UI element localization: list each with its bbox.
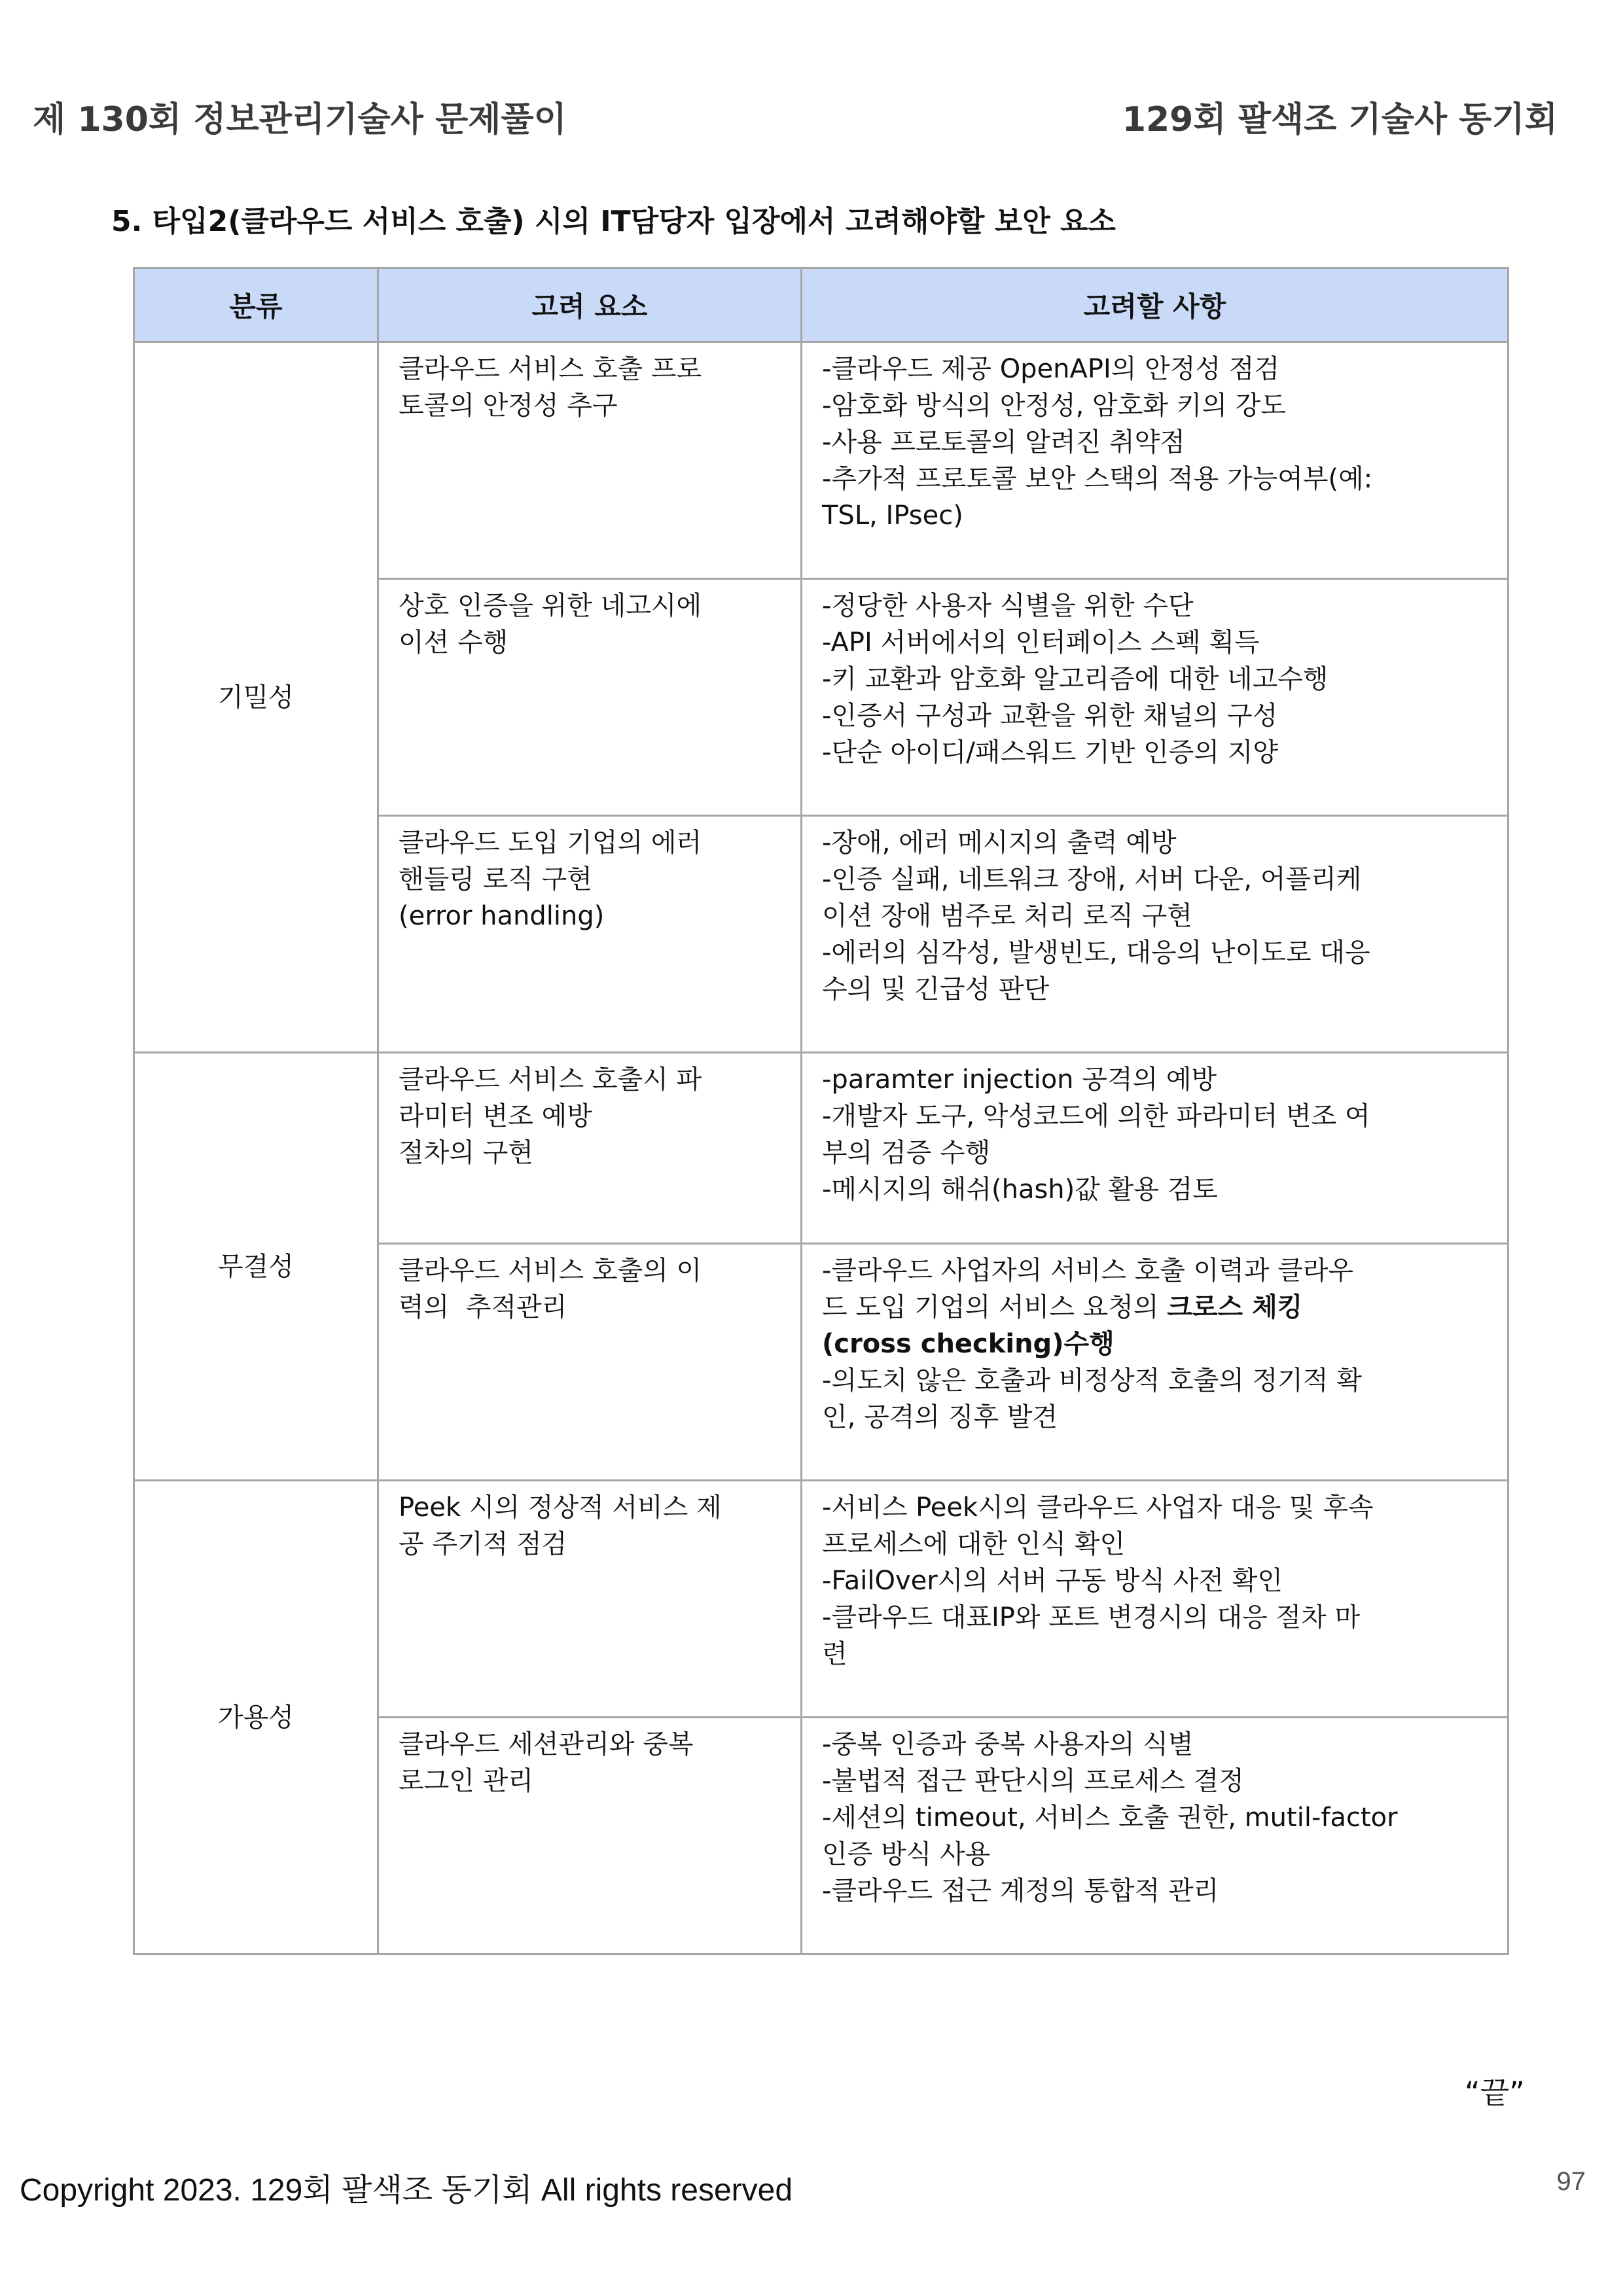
detail-line: -서비스 Peek시의 클라우드 사업자 대응 및 후속 [822, 1492, 1374, 1523]
detail-bold-text: (cross checking)수행 [822, 1329, 1115, 1359]
factor-cell [378, 816, 802, 1053]
detail-line: -클라우드 사업자의 서비스 호출 이력과 클라우 [822, 1256, 1354, 1286]
factor-cell [378, 1053, 802, 1244]
detail-line: -사용 프로토콜의 알려진 취약점 [822, 427, 1185, 457]
end-mark: “끝” [1464, 2075, 1525, 2110]
details-cell [802, 1244, 1508, 1481]
details-cell [802, 816, 1508, 1053]
detail-line: -키 교환과 암호화 알고리즘에 대한 네고수행 [822, 664, 1329, 694]
detail-line: -불법적 접근 판단시의 프로세스 결정 [822, 1766, 1244, 1796]
detail-line: -에러의 심각성, 발생빈도, 대응의 난이도로 대응 [822, 938, 1370, 968]
table-row [134, 1481, 1508, 1718]
factor-line: 력의 추적관리 [399, 1292, 567, 1322]
table-row [134, 342, 1508, 579]
detail-line: -메시지의 해쉬(hash)값 활용 검토 [822, 1174, 1218, 1205]
section-title: 5. 타입2(클라우드 서비스 호출) 시의 IT담당자 입장에서 고려해야할 보안 요소 [111, 205, 1116, 238]
detail-line: 련 [822, 1639, 847, 1669]
details-cell [802, 1481, 1508, 1718]
header-details: 고려할 사항 [802, 268, 1508, 342]
table-header-row [134, 268, 1508, 342]
factor-line: 클라우드 도입 기업의 에러 [399, 828, 702, 858]
factor-line: 절차의 구현 [399, 1138, 533, 1168]
factor-line: Peek 시의 정상적 서비스 제 [399, 1492, 722, 1523]
header-factor: 고려 요소 [378, 268, 802, 342]
detail-line: -추가적 프로토콜 보안 스택의 적용 가능여부(예: [822, 464, 1373, 494]
factor-cell [378, 1481, 802, 1718]
factor-line: 토콜의 안정성 추구 [399, 391, 618, 421]
detail-line: -암호화 방식의 안정성, 암호화 키의 강도 [822, 391, 1286, 421]
factor-line: (error handling) [399, 901, 605, 931]
category-confidentiality: 기밀성 [134, 342, 378, 1053]
factor-line: 공 주기적 점검 [399, 1529, 567, 1559]
detail-line: -장애, 에러 메시지의 출력 예방 [822, 828, 1177, 858]
detail-line: 인증 방식 사용 [822, 1839, 991, 1869]
detail-line: 이션 장애 범주로 처리 로직 구현 [822, 901, 1192, 931]
factor-line: 이션 수행 [399, 627, 508, 658]
detail-line: -클라우드 제공 OpenAPI의 안정성 점검 [822, 354, 1280, 384]
factor-line: 클라우드 서비스 호출의 이 [399, 1256, 702, 1286]
factor-cell [378, 342, 802, 579]
factor-cell [378, 1244, 802, 1481]
category-availability: 가용성 [134, 1481, 378, 1954]
detail-line: TSL, IPsec) [822, 501, 963, 531]
detail-line: -세션의 timeout, 서비스 호출 권한, mutil-factor [822, 1803, 1398, 1833]
detail-line: 프로세스에 대한 인식 확인 [822, 1529, 1126, 1559]
header-left-title: 제 130회 정보관리기술사 문제풀이 [33, 100, 567, 139]
factor-line: 클라우드 서비스 호출시 파 [399, 1065, 702, 1095]
detail-line [822, 1289, 1490, 1326]
security-table [133, 267, 1509, 1955]
details-cell [802, 1718, 1508, 1954]
detail-line: -API 서버에서의 인터페이스 스펙 획득 [822, 627, 1260, 658]
detail-text: 드 도입 기업의 서비스 요청의 [822, 1292, 1168, 1322]
detail-line: 부의 검증 수행 [822, 1138, 991, 1168]
detail-line: -클라우드 대표IP와 포트 변경시의 대응 절차 마 [822, 1602, 1361, 1633]
detail-line: -FailOver시의 서버 구동 방식 사전 확인 [822, 1566, 1283, 1596]
detail-line: 인, 공격의 징후 발견 [822, 1402, 1058, 1432]
detail-line: -인증 실패, 네트워크 장애, 서버 다운, 어플리케 [822, 864, 1362, 894]
details-cell [802, 342, 1508, 579]
detail-line: -정당한 사용자 식별을 위한 수단 [822, 591, 1194, 621]
factor-cell [378, 1718, 802, 1954]
details-cell [802, 579, 1508, 816]
detail-line [822, 1326, 1490, 1362]
factor-line: 로그인 관리 [399, 1766, 533, 1796]
detail-line: -중복 인증과 중복 사용자의 식별 [822, 1729, 1194, 1759]
header-right-title: 129회 팔색조 기술사 동기회 [1122, 100, 1558, 139]
detail-line: -인증서 구성과 교환을 위한 채널의 구성 [822, 701, 1278, 731]
detail-line: -단순 아이디/패스워드 기반 인증의 지양 [822, 737, 1279, 768]
table-row [134, 1053, 1508, 1244]
category-integrity: 무결성 [134, 1053, 378, 1481]
factor-line: 핸들링 로직 구현 [399, 864, 592, 894]
details-cell [802, 1053, 1508, 1244]
factor-line: 상호 인증을 위한 네고시에 [399, 591, 702, 621]
factor-line: 클라우드 세션관리와 중복 [399, 1729, 694, 1759]
page-number: 97 [1556, 2167, 1586, 2196]
header-category: 분류 [134, 268, 378, 342]
detail-line: -클라우드 접근 계정의 통합적 관리 [822, 1876, 1219, 1906]
footer-copyright: Copyright 2023. 129회 팔색조 동기회 All rights reserved [20, 2173, 793, 2208]
factor-cell [378, 579, 802, 816]
factor-line: 라미터 변조 예방 [399, 1101, 592, 1131]
detail-line: 수의 및 긴급성 판단 [822, 974, 1050, 1004]
detail-line: -의도치 않은 호출과 비정상적 호출의 정기적 확 [822, 1366, 1362, 1396]
detail-line: -개발자 도구, 악성코드에 의한 파라미터 변조 여 [822, 1101, 1370, 1131]
detail-line: -paramter injection 공격의 예방 [822, 1065, 1217, 1095]
detail-bold-text: 크로스 체킹 [1167, 1292, 1303, 1322]
factor-line: 클라우드 서비스 호출 프로 [399, 354, 702, 384]
